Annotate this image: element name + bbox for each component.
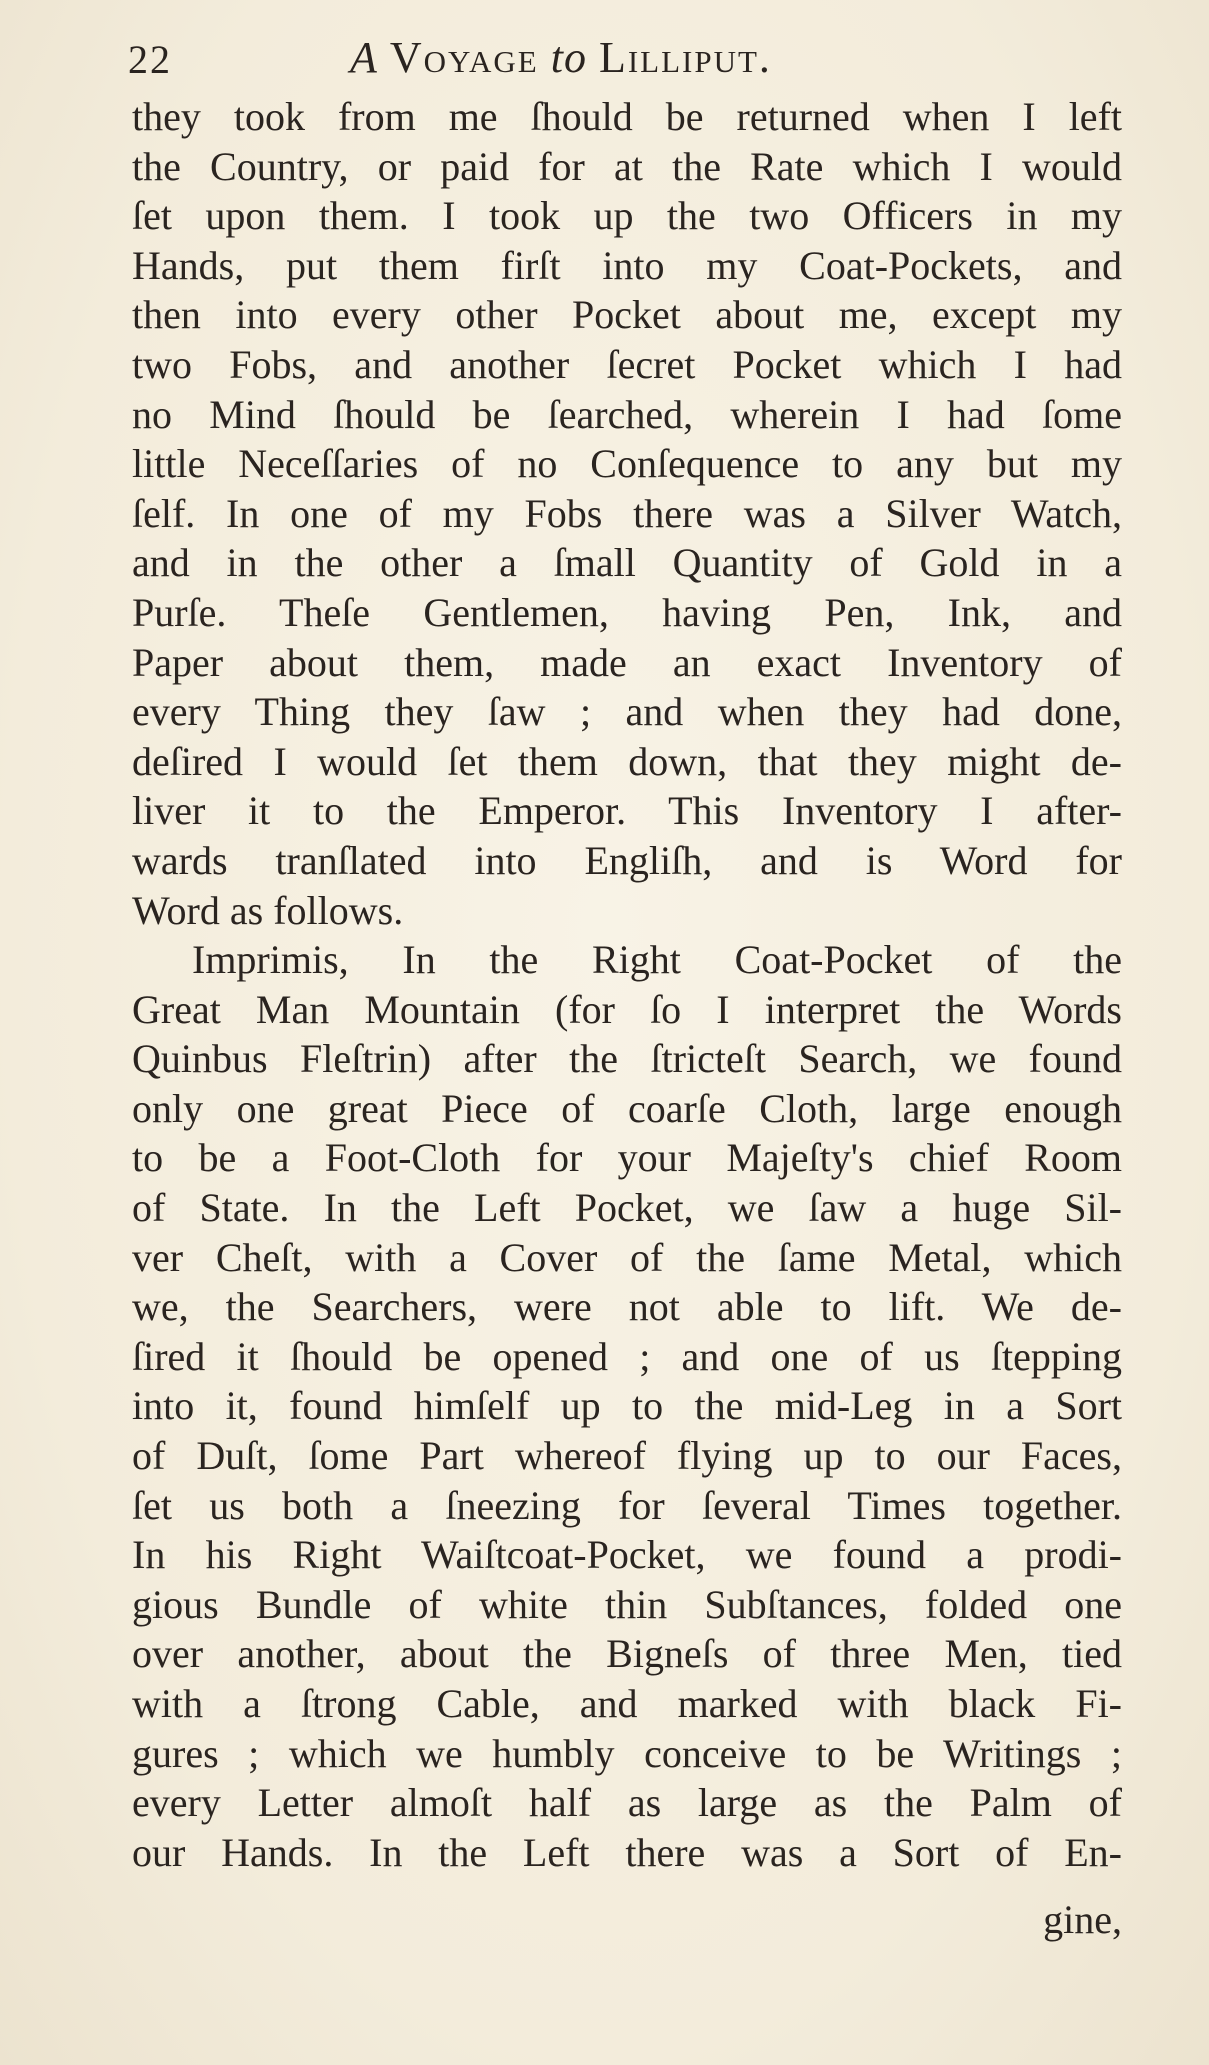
text-line: every Thing they ſaw ; and when they had done,	[132, 689, 1122, 735]
text-line: our Hands. In the Left there was a Sort of En-	[132, 1829, 1122, 1875]
title-prefix: A	[350, 33, 378, 82]
text-line: In his Right Waiſtcoat-Pocket, we found a prodi-	[132, 1532, 1122, 1578]
text-line: then into every other Pocket about me, except my	[132, 292, 1122, 338]
text-line: of State. In the Left Pocket, we ſaw a huge Sil-	[132, 1185, 1122, 1231]
text-line: ſet upon them. I took up the two Officers in my	[132, 193, 1122, 239]
running-title	[350, 32, 772, 83]
text-line: and in the other a ſmall Quantity of Gold in a	[132, 540, 1122, 586]
text-line: wards tranſlated into Engliſh, and is Word for	[132, 837, 1122, 883]
text-line: Paper about them, made an exact Inventory of	[132, 639, 1122, 685]
text-line: every Letter almoſt half as large as the Palm of	[132, 1780, 1122, 1826]
text-line: Hands, put them firſt into my Coat-Pockets, and	[132, 242, 1122, 288]
text-line: Imprimis, In the Right Coat-Pocket of the	[192, 937, 1122, 983]
text-line: gures ; which we humbly conceive to be Writings ;	[132, 1730, 1122, 1776]
text-line: Quinbus Fleſtrin) after the ſtricteſt Search, we found	[132, 1036, 1122, 1082]
text-line: into it, found himſelf up to the mid-Leg in a Sort	[132, 1383, 1122, 1429]
text-line: only one great Piece of coarſe Cloth, large enough	[132, 1085, 1122, 1131]
text-line: with a ſtrong Cable, and marked with black Fi-	[132, 1681, 1122, 1726]
paragraph-1	[132, 92, 1122, 935]
running-header	[128, 28, 1118, 88]
text-line: of Duſt, ſome Part whereof flying up to our Faces,	[132, 1433, 1122, 1479]
title-place: Lilliput.	[598, 33, 772, 82]
paragraph-2	[132, 935, 1122, 1877]
text-line: they took from me ſhould be returned when I left	[132, 94, 1122, 139]
text-line: liver it to the Emperor. This Inventory I after-	[132, 788, 1122, 834]
text-line: deſired I would ſet them down, that they might de-	[132, 738, 1122, 784]
text-line: ſet us both a ſneezing for ſeveral Times together.	[132, 1482, 1122, 1528]
text-line: no Mind ſhould be ſearched, wherein I had ſome	[132, 391, 1122, 437]
text-line: Purſe. Theſe Gentlemen, having Pen, Ink, and	[132, 589, 1122, 635]
text-line: we, the Searchers, were not able to lift. We de-	[132, 1284, 1122, 1330]
text-line: ver Cheſt, with a Cover of the ſame Metal, which	[132, 1234, 1122, 1280]
page-number: 22	[128, 37, 172, 82]
text-line: little Neceſſaries of no Conſequence to any but my	[132, 441, 1122, 487]
text-line: to be a Foot-Cloth for your Majeſty's chief Room	[132, 1135, 1122, 1181]
body-text	[132, 92, 1122, 1877]
text-line: over another, about the Bigneſs of three Men, tied	[132, 1631, 1122, 1677]
title-word: Voyage	[389, 33, 539, 82]
text-line: ſelf. In one of my Fobs there was a Silver Watch,	[132, 490, 1122, 536]
catchword: gine,	[1043, 1897, 1122, 1942]
text-line: ſired it ſhould be opened ; and one of us ſtepping	[132, 1333, 1122, 1379]
text-line: the Country, or paid for at the Rate which I would	[132, 143, 1122, 189]
text-line: gious Bundle of white thin Subſtances, folded one	[132, 1581, 1122, 1627]
text-line: Great Man Mountain (for ſo I interpret the Words	[132, 986, 1122, 1032]
text-line: two Fobs, and another ſecret Pocket which I had	[132, 341, 1122, 387]
title-connector: to	[550, 33, 587, 82]
text-line: Word as follows.	[132, 887, 404, 933]
